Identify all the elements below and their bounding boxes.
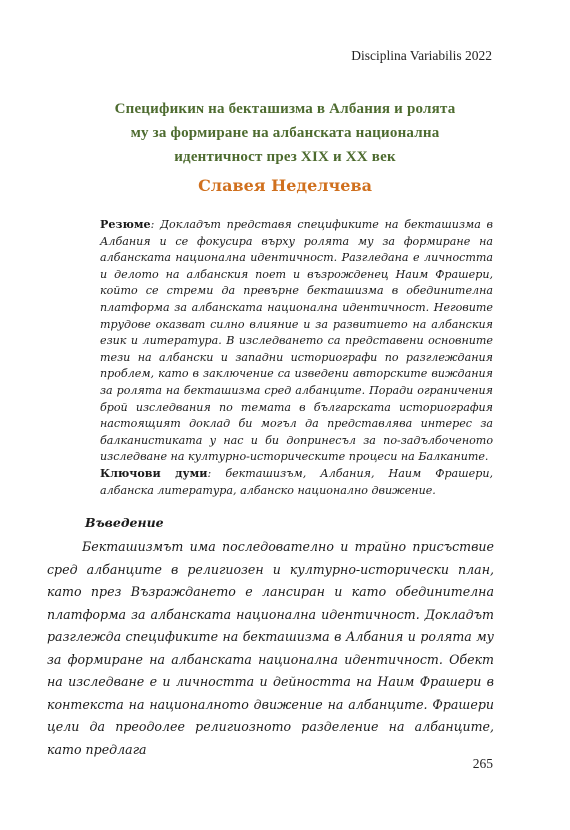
author-name: Славея Неделчева <box>198 176 372 195</box>
title-line-2: му за формиране на албанската национална <box>130 125 440 141</box>
article-title <box>60 97 510 169</box>
title-line-1: Спецификиɴ на бекташизма в Албания и ролята <box>114 101 456 117</box>
page-number: 265 <box>472 756 493 771</box>
summary-text: : Докладът представя спецификите на бекташизма в Албания и се фокусира върху ролята му за формиране на албанската национална идентичност. Разгледана е личността и делото на албанския поет и възрожденец Наим Фрашери, който се стреми да превърне бекташизма в обединителна платформа за албанската национална идентичност. Неговите трудове оказват силно влияние и за развитието на албанския език и литература. В изследването са представени основните тези на албански и западни историографи по разглеждания проблем, като в заключение са изведени авторските виждания за ролята на бекташизма сред албанците. Поради ограничения брой изследвания по темата в българската историография настоящият доклад би могъл да представлява интерес за балканистиката у нас и би допринесъл за по-задълбоченото изследване на културно-историческите процеси на Балканите. <box>100 218 493 464</box>
keywords-text: : бекташизъм, Албания, Наим Фрашери, албанска литература, албанско национално движение. <box>100 466 494 497</box>
section-heading-introduction: Въведение <box>85 515 164 530</box>
abstract-block <box>100 217 493 499</box>
title-line-3: идентичност през XIX и XX век <box>174 149 396 165</box>
keywords-label: Ключови думи <box>100 466 208 480</box>
abstract-keywords <box>100 466 493 499</box>
abstract-summary <box>100 217 493 466</box>
introduction-paragraph: Бекташизмът има последователно и трайно присъствие сред албанците в религиозен и културно-исторически план, като през Възраждането е лансиран и като обединителна платформа за албанската национална идентичност. Докладът разглежда спецификите на бекташизма в Албания и ролята му за формиране на албанската национална идентичност. Обект на изследване е и личността и дейността на Наим Фрашери в контекста на националното движение на албанците. Фрашери цели да преодолее религиозното разделение на албанците, като предлага <box>47 539 494 757</box>
summary-label: Резюме <box>100 218 151 231</box>
running-header: Disciplina Variabilis 2022 <box>351 48 492 63</box>
